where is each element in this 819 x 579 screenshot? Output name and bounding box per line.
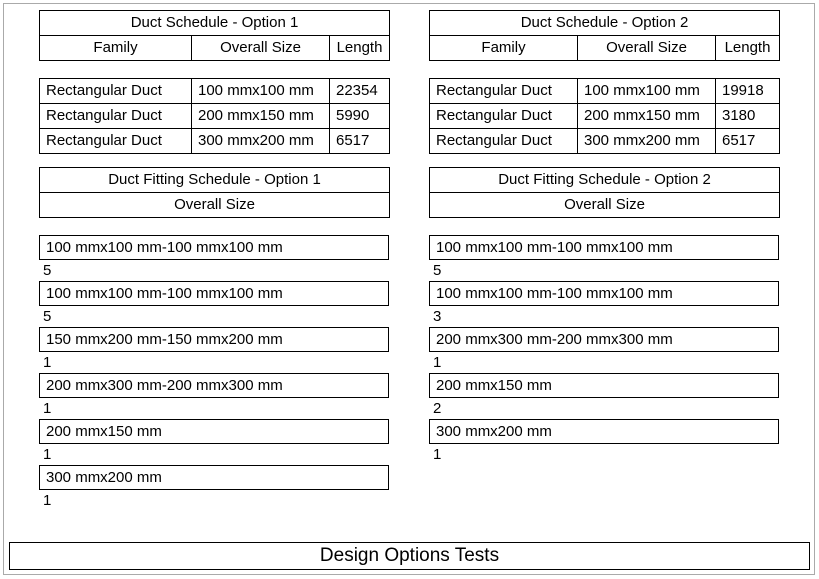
cell-overall-size: 200 mmx150 mm (192, 104, 330, 129)
schedule-header-row (430, 36, 780, 61)
duct-schedule-option-1-body (39, 78, 390, 154)
table-row (430, 79, 780, 104)
duct-fitting-schedule-option-1 (39, 167, 390, 218)
column-header-family: Family (40, 36, 192, 61)
column-header-length: Length (330, 36, 390, 61)
cell-family: Rectangular Duct (40, 104, 192, 129)
list-item-count: 1 (43, 492, 52, 509)
list-item-count: 1 (433, 354, 442, 371)
schedule-title: Duct Schedule - Option 1 (40, 11, 390, 36)
table-row (40, 129, 390, 154)
list-item-count: 1 (43, 400, 52, 417)
list-item-count: 2 (433, 400, 442, 417)
cell-family: Rectangular Duct (40, 79, 192, 104)
list-item: 150 mmx200 mm-150 mmx200 mm (39, 327, 389, 352)
list-item-count: 5 (43, 308, 52, 325)
list-item: 300 mmx200 mm (39, 465, 389, 490)
cell-overall-size: 100 mmx100 mm (578, 79, 716, 104)
spacer (39, 154, 389, 167)
cell-length: 5990 (330, 104, 390, 129)
schedule-header-row (40, 36, 390, 61)
schedule-title-row (430, 11, 780, 36)
list-item-count: 1 (43, 354, 52, 371)
table-row (40, 79, 390, 104)
column-header-length: Length (716, 36, 780, 61)
list-item: 100 mmx100 mm-100 mmx100 mm (39, 235, 389, 260)
list-item-count: 1 (43, 446, 52, 463)
schedule-title-row (40, 11, 390, 36)
fitting-list-option-2 (429, 235, 779, 465)
cell-length: 6517 (716, 129, 780, 154)
cell-overall-size: 100 mmx100 mm (192, 79, 330, 104)
page-title: Design Options Tests (319, 545, 500, 566)
cell-overall-size: 200 mmx150 mm (578, 104, 716, 129)
column-header-overall-size: Overall Size (430, 193, 780, 218)
column-header-family: Family (430, 36, 578, 61)
list-item: 100 mmx100 mm-100 mmx100 mm (39, 281, 389, 306)
cell-family: Rectangular Duct (430, 104, 578, 129)
spacer (39, 61, 389, 78)
table-row (430, 129, 780, 154)
spacer (429, 61, 779, 78)
cell-family: Rectangular Duct (430, 129, 578, 154)
column-header-overall-size: Overall Size (578, 36, 716, 61)
list-item: 100 mmx100 mm-100 mmx100 mm (429, 235, 779, 260)
cell-length: 6517 (330, 129, 390, 154)
column-header-overall-size: Overall Size (40, 193, 390, 218)
option-2-column (429, 10, 779, 465)
schedule-title: Duct Fitting Schedule - Option 2 (430, 168, 780, 193)
list-item-count: 1 (433, 446, 442, 463)
list-item: 100 mmx100 mm-100 mmx100 mm (429, 281, 779, 306)
cell-length: 3180 (716, 104, 780, 129)
sheet-title-bar (9, 542, 810, 570)
option-1-column (39, 10, 389, 511)
duct-schedule-option-2-body (429, 78, 780, 154)
list-item: 300 mmx200 mm (429, 419, 779, 444)
list-item-count: 5 (433, 262, 442, 279)
schedule-header-row (40, 193, 390, 218)
table-row (430, 104, 780, 129)
schedule-header-row (430, 193, 780, 218)
list-item: 200 mmx300 mm-200 mmx300 mm (429, 327, 779, 352)
cell-length: 22354 (330, 79, 390, 104)
cell-length: 19918 (716, 79, 780, 104)
duct-fitting-schedule-option-2 (429, 167, 780, 218)
spacer (39, 218, 389, 235)
fitting-list-option-1 (39, 235, 389, 511)
duct-schedule-option-2 (429, 10, 780, 61)
list-item-count: 3 (433, 308, 442, 325)
cell-overall-size: 300 mmx200 mm (192, 129, 330, 154)
duct-schedule-option-1 (39, 10, 390, 61)
column-header-overall-size: Overall Size (192, 36, 330, 61)
schedule-title: Duct Fitting Schedule - Option 1 (40, 168, 390, 193)
schedule-title: Duct Schedule - Option 2 (430, 11, 780, 36)
spacer (429, 218, 779, 235)
list-item: 200 mmx300 mm-200 mmx300 mm (39, 373, 389, 398)
cell-overall-size: 300 mmx200 mm (578, 129, 716, 154)
cell-family: Rectangular Duct (430, 79, 578, 104)
list-item-count: 5 (43, 262, 52, 279)
cell-family: Rectangular Duct (40, 129, 192, 154)
schedule-title-row (430, 168, 780, 193)
list-item: 200 mmx150 mm (39, 419, 389, 444)
spacer (429, 154, 779, 167)
table-row (40, 104, 390, 129)
list-item: 200 mmx150 mm (429, 373, 779, 398)
schedule-title-row (40, 168, 390, 193)
